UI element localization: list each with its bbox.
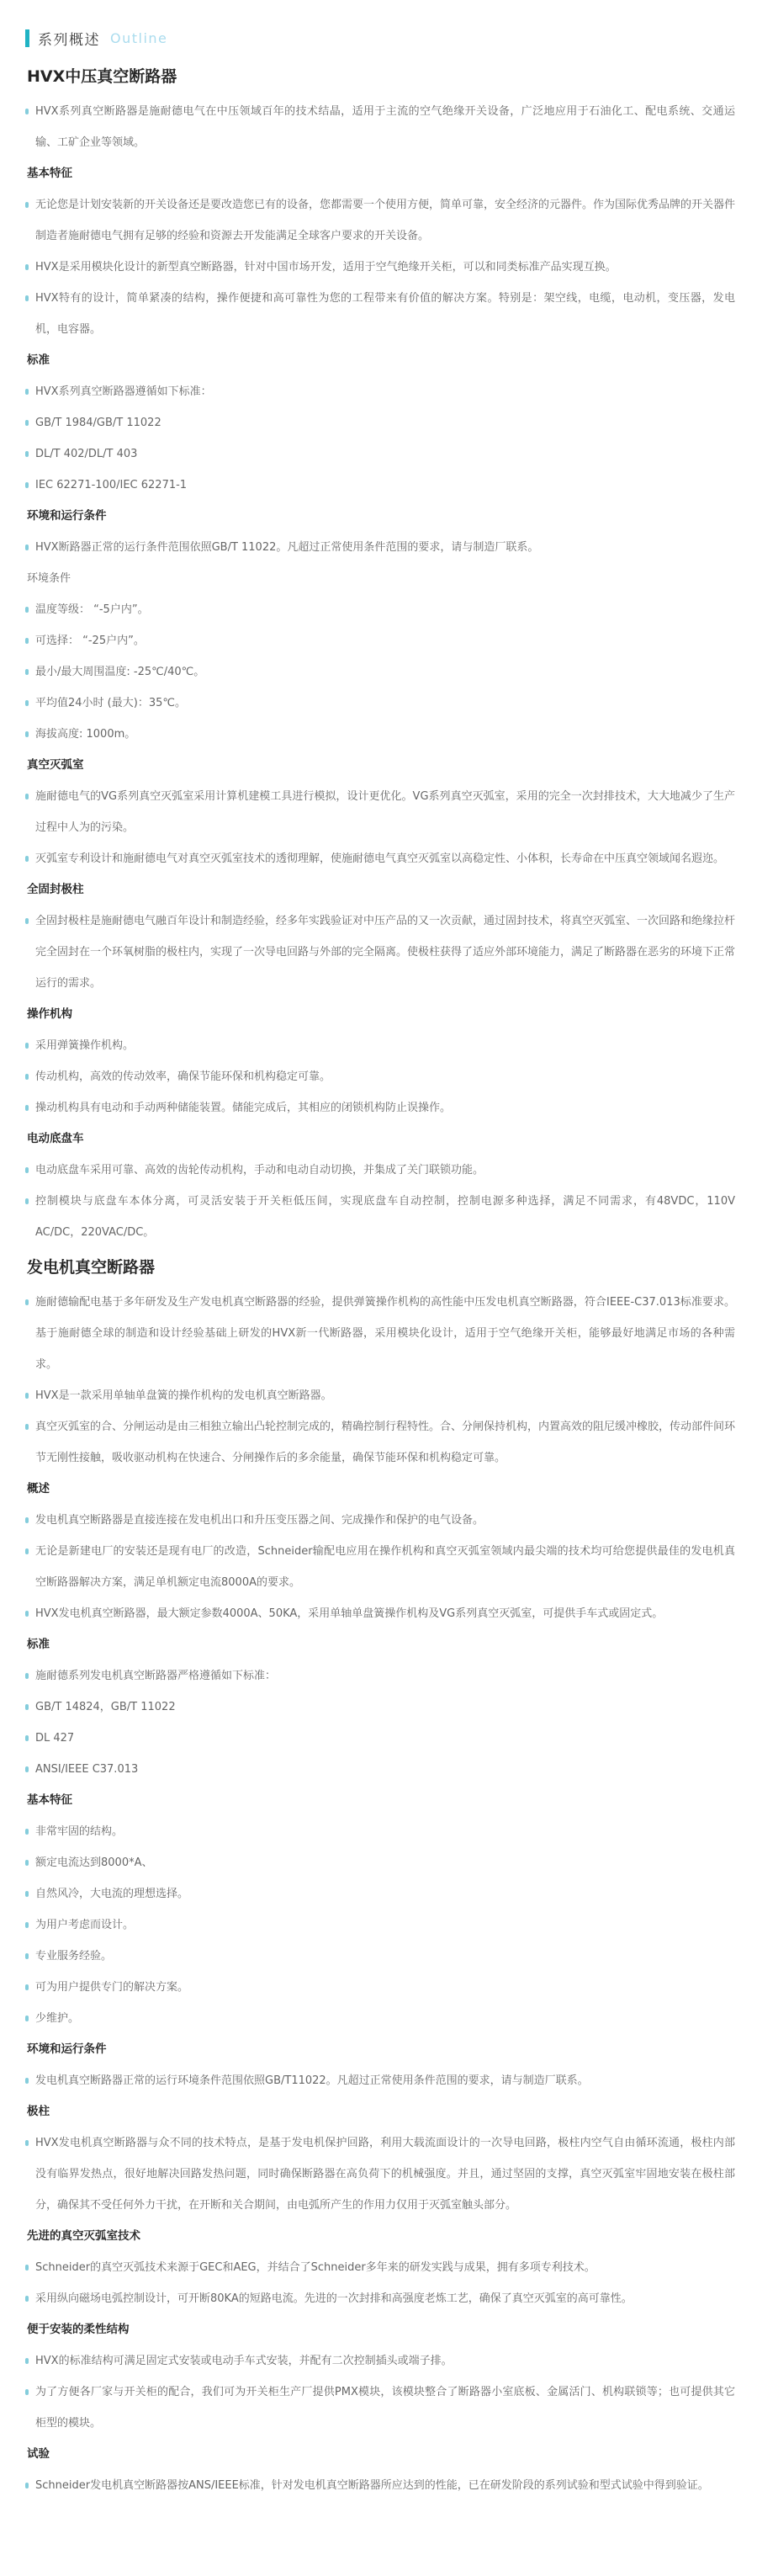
bullet-item [25, 1723, 735, 1754]
bullet-item [25, 1941, 735, 1972]
bullet-dot-icon [25, 1393, 29, 1399]
sub-heading: 电动底盘车 [27, 1132, 84, 1145]
bullet-dot-icon [25, 1704, 29, 1710]
bullet-dot-icon [25, 2265, 29, 2271]
bullet-text: HVX系列真空断路器遵循如下标准： [35, 385, 212, 398]
bullet-dot-icon [25, 794, 29, 799]
bullet-text: 无论是新建电厂的安装还是现有电厂的改造，Schneider输配电应用在操作机构和真空灭弧室领域内最尖端的技术均可给您提供最佳的发电机真空断路器解决方案，满足单机额定电流8000A的要求。 [35, 1545, 735, 1589]
sub-heading: 操作机构 [27, 1007, 72, 1021]
sub-heading: 基本特征 [27, 1793, 72, 1807]
bullet-text: HVX系列真空断路器是施耐德电气在中压领域百年的技术结晶，适用于主流的空气绝缘开关设备，广泛地应用于石油化工、配电系统、交通运输、工矿企业等领域。 [35, 105, 735, 149]
sub-heading: 标准 [27, 1638, 50, 1651]
bullet-item [25, 1847, 735, 1878]
bullet-text: 灭弧室专利设计和施耐德电气对真空灭弧室技术的透彻理解，使施耐德电气真空灭弧室以高稳定性、小体积，长寿命在中压真空领域闻名遐迩。 [35, 852, 725, 865]
sub-heading: 环境和运行条件 [27, 509, 107, 523]
bullet-dot-icon [25, 295, 29, 301]
bullet-item [25, 1155, 735, 1186]
bullet-item [25, 1092, 735, 1123]
document-content [25, 57, 735, 2501]
bullet-text: 施耐德输配电基于多年研发及生产发电机真空断路器的经验，提供弹簧操作机构的高性能中压发电机真空断路器，符合IEEE-C37.013标准要求。基于施耐德全球的制造和设计经验基础上研发的HVX新一代断路器，采用模块化设计，适用于空气绝缘开关柜，能够最好地满足市场的各种需求。 [35, 1296, 735, 1371]
bullet-dot-icon [25, 1299, 29, 1305]
bullet-text: 自然风冷，大电流的理想选择。 [35, 1888, 189, 1900]
bullet-text: 施耐德系列发电机真空断路器严格遵循如下标准： [35, 1670, 277, 1682]
bullet-dot-icon [25, 1167, 29, 1173]
bullet-dot-icon [25, 1198, 29, 1204]
bullet-dot-icon [25, 700, 29, 706]
sub-heading: 概述 [27, 1482, 50, 1495]
bullet-text: 控制模块与底盘车本体分离，可灵活安装于开关柜低压间，实现底盘车自动控制，控制电源多种选择，满足不同需求，有48VDC，110V AC/DC，220VAC/DC。 [35, 1195, 735, 1239]
bullet-text: Schneider的真空灭弧技术来源于GEC和AEG，并结合了Schneider多年来的研发实践与成果，拥有多项专利技术。 [35, 2261, 596, 2274]
bullet-text: 平均值24小时 (最大)：35℃。 [35, 697, 186, 709]
bullet-item [25, 438, 735, 470]
bullet-text: 温度等级： “-5户内”。 [35, 603, 149, 616]
bullet-text: ANSI/IEEE C37.013 [35, 1763, 139, 1776]
bullet-dot-icon [25, 1517, 29, 1523]
sub-heading: 基本特征 [27, 167, 72, 180]
bullet-dot-icon [25, 1673, 29, 1679]
bullet-text: 专业服务经验。 [35, 1950, 113, 1963]
sub-heading: 真空灭弧室 [27, 758, 84, 772]
bullet-item [25, 1186, 735, 1248]
bullet-text: 电动底盘车采用可靠、高效的齿轮传动机构，手动和电动自动切换，并集成了关门联锁功能。 [35, 1164, 484, 1176]
bullet-dot-icon [25, 1860, 29, 1866]
section-title-en: Outline [110, 29, 168, 46]
bullet-text: 最小/最大周围温度: -25℃/40℃。 [35, 666, 205, 678]
bullet-item [25, 532, 735, 563]
bullet-dot-icon [25, 1922, 29, 1928]
bullet-item [25, 96, 735, 158]
sub-heading: 标准 [27, 353, 50, 367]
bullet-text: 采用弹簧操作机构。 [35, 1039, 135, 1052]
bullet-dot-icon [25, 1953, 29, 1959]
bullet-item [25, 1380, 735, 1411]
bullet-dot-icon [25, 1548, 29, 1554]
bullet-dot-icon [25, 2296, 29, 2302]
bullet-item [25, 906, 735, 999]
plain-text: 环境条件 [27, 572, 71, 585]
bullet-dot-icon [25, 2389, 29, 2395]
bullet-text: Schneider发电机真空断路器按ANS/IEEE标准，针对发电机真空断路器所应达到的性能，已在研发阶段的系列试验和型式试验中得到验证。 [35, 2479, 709, 2492]
bullet-text: HVX特有的设计，简单紧凑的结构，操作便捷和高可靠性为您的工程带来有价值的解决方案。特别是：架空线，电缆，电动机，变压器，发电机，电容器。 [35, 292, 735, 336]
bullet-item [25, 1411, 735, 1474]
sub-heading: 试验 [27, 2447, 50, 2461]
bullet-dot-icon [25, 544, 29, 550]
bullet-dot-icon [25, 918, 29, 924]
bullet-item [25, 376, 735, 407]
bullet-item [25, 1598, 735, 1629]
bullet-item [25, 688, 735, 719]
bullet-item [25, 283, 735, 345]
bullet-dot-icon [25, 264, 29, 270]
sub-heading: 环境和运行条件 [27, 2042, 107, 2056]
bullet-dot-icon [25, 1766, 29, 1772]
bullet-item [25, 1816, 735, 1847]
bullet-text: 无论您是计划安装新的开关设备还是要改造您已有的设备，您都需要一个使用方便，简单可靠，安全经济的元器件。作为国际优秀品牌的开关器件制造者施耐德电气拥有足够的经验和资源去开发能满足全球客户要求的开关设备。 [35, 199, 736, 242]
bullet-dot-icon [25, 1829, 29, 1835]
bullet-text: 额定电流达到8000*A、 [35, 1856, 153, 1869]
bullet-text: 可选择： “-25户内”。 [35, 635, 145, 647]
sub-heading: 先进的真空灭弧室技术 [27, 2229, 140, 2243]
bullet-dot-icon [25, 856, 29, 862]
bullet-text: HVX发电机真空断路器，最大额定参数4000A、50KA，采用单轴单盘簧操作机构及VG系列真空灭弧室，可提供手车式或固定式。 [35, 1607, 664, 1620]
sub-heading: 全固封极柱 [27, 883, 84, 896]
bullet-dot-icon [25, 482, 29, 488]
bullet-dot-icon [25, 1891, 29, 1897]
bullet-item [25, 1505, 735, 1536]
bullet-dot-icon [25, 2078, 29, 2084]
bullet-text: 采用纵向磁场电弧控制设计，可开断80KA的短路电流。先进的一次封排和高强度老炼工艺，确保了真空灭弧室的高可靠性。 [35, 2292, 633, 2305]
bullet-text: HVX的标准结构可满足固定式安装或电动手车式安装，并配有二次控制插头或端子排。 [35, 2355, 453, 2367]
bullet-dot-icon [25, 1043, 29, 1049]
bullet-dot-icon [25, 451, 29, 457]
bullet-text: DL 427 [35, 1732, 75, 1745]
bullet-dot-icon [25, 607, 29, 613]
bullet-text: 非常牢固的结构。 [35, 1825, 124, 1838]
bullet-dot-icon [25, 1424, 29, 1430]
bullet-dot-icon [25, 1984, 29, 1990]
section-title-zh: 系列概述 [38, 31, 100, 49]
bullet-dot-icon [25, 109, 29, 114]
bullet-item [25, 2377, 735, 2439]
bullet-item [25, 1754, 735, 1785]
bullet-text: HVX发电机真空断路器与众不同的技术特点，是基于发电机保护回路，利用大载流面设计的一次导电回路，极柱内空气自由循环流通，极柱内部没有临界发热点，很好地解决回路发热问题，同时确保断路器在高负荷下的机械强度。并且，通过坚固的支撑，真空灭弧室牢固地安装在极柱部分，确保其不受任何外力干扰，在开断和关合期间，由电弧所产生的作用力仅用于灭弧室触头部分。 [35, 2137, 735, 2212]
bullet-text: 全固封极柱是施耐德电气融百年设计和制造经验，经多年实践验证对中压产品的又一次贡献，通过固封技术，将真空灭弧室、一次回路和绝缘拉杆完全固封在一个环氧树脂的极柱内，实现了一次导电回路与外部的完全隔离。使极柱获得了适应外部环境能力，满足了断路器在恶劣的环境下正常运行的需求。 [35, 915, 736, 990]
bullet-text: HVX断路器正常的运行条件范围依照GB/T 11022。凡超过正常使用条件范围的要求，请与制造厂联系。 [35, 541, 539, 554]
bullet-item [25, 1972, 735, 2003]
bullet-dot-icon [25, 2016, 29, 2021]
bullet-item [25, 1660, 735, 1692]
sub-heading: 极柱 [27, 2105, 50, 2118]
bullet-text: GB/T 14824，GB/T 11022 [35, 1701, 176, 1713]
bullet-item [25, 656, 735, 688]
bullet-item [25, 407, 735, 438]
bullet-dot-icon [25, 669, 29, 675]
bullet-dot-icon [25, 1611, 29, 1617]
bullet-dot-icon [25, 638, 29, 644]
bullet-text: 发电机真空断路器正常的运行环境条件范围依照GB/T11022。凡超过正常使用条件范围的要求，请与制造厂联系。 [35, 2074, 589, 2087]
bullet-item [25, 625, 735, 656]
bullet-text: 真空灭弧室的合、分闸运动是由三相独立输出凸轮控制完成的，精确控制行程特性。合、分闸保持机构，内置高效的阻尼缓冲橡胶，传动部件间环节无刚性接触，吸收驱动机构在快速合、分闸操作后的多余能量，确保节能环保和机构稳定可靠。 [35, 1421, 736, 1464]
bullet-text: DL/T 402/DL/T 403 [35, 448, 138, 460]
bullet-item [25, 470, 735, 501]
bullet-item [25, 2252, 735, 2283]
bullet-item [25, 1536, 735, 1598]
bullet-dot-icon [25, 202, 29, 208]
bullet-text: 为用户考虑而设计。 [35, 1919, 135, 1931]
bullet-item [25, 781, 735, 843]
bullet-item [25, 1030, 735, 1061]
bullet-text: 施耐德电气的VG系列真空灭弧室采用计算机建模工具进行模拟，设计更优化。VG系列真空灭弧室，采用的完全一次封排技术，大大地减少了生产过程中人为的污染。 [35, 790, 735, 834]
sub-heading: 便于安装的柔性结构 [27, 2323, 130, 2336]
bullet-item [25, 594, 735, 625]
bullet-dot-icon [25, 731, 29, 737]
bullet-item [25, 252, 735, 283]
bullet-item [25, 1878, 735, 1909]
bullet-text: IEC 62271-100/IEC 62271-1 [35, 479, 188, 491]
bullet-dot-icon [25, 1735, 29, 1741]
bullet-text: GB/T 1984/GB/T 11022 [35, 417, 161, 429]
bullet-item [25, 843, 735, 874]
bullet-text: 操动机构具有电动和手动两种储能装置。储能完成后，其相应的闭锁机构防止误操作。 [35, 1102, 452, 1114]
bullet-item [25, 2065, 735, 2096]
bullet-item [25, 719, 735, 750]
bullet-dot-icon [25, 389, 29, 395]
bullet-item [25, 1909, 735, 1941]
bullet-text: 可为用户提供专门的解决方案。 [35, 1981, 189, 1994]
bullet-text: 海拔高度: 1000m。 [35, 728, 136, 741]
bullet-dot-icon [25, 2358, 29, 2364]
bullet-dot-icon [25, 420, 29, 426]
bullet-item [25, 2470, 735, 2501]
bullet-item [25, 1287, 735, 1380]
bullet-dot-icon [25, 2140, 29, 2146]
section-accent-bar-icon [25, 29, 29, 47]
product-title: 发电机真空断路器 [27, 1258, 156, 1277]
bullet-dot-icon [25, 1074, 29, 1080]
bullet-text: 发电机真空断路器是直接连接在发电机出口和升压变压器之间、完成操作和保护的电气设备。 [35, 1514, 484, 1527]
bullet-item [25, 2127, 735, 2221]
bullet-item [25, 1061, 735, 1092]
bullet-item [25, 2345, 735, 2377]
bullet-text: HVX是一款采用单轴单盘簧的操作机构的发电机真空断路器。 [35, 1389, 332, 1402]
bullet-text: 少维护。 [35, 2012, 80, 2025]
bullet-item [25, 2283, 735, 2314]
bullet-item [25, 2003, 735, 2034]
bullet-text: 传动机构，高效的传动效率，确保节能环保和机构稳定可靠。 [35, 1070, 331, 1083]
bullet-dot-icon [25, 1105, 29, 1111]
bullet-dot-icon [25, 2483, 29, 2488]
product-title: HVX中压真空断路器 [27, 67, 177, 86]
bullet-item [25, 189, 735, 252]
bullet-text: 为了方便各厂家与开关柜的配合，我们可为开关柜生产厂提供PMX模块，该模块整合了断路器小室底板、金属活门、机构联锁等；也可提供其它柜型的模块。 [35, 2386, 735, 2430]
section-header [25, 25, 735, 50]
bullet-item [25, 1692, 735, 1723]
bullet-text: HVX是采用模块化设计的新型真空断路器，针对中国市场开发，适用于空气绝缘开关柜，可以和同类标准产品实现互换。 [35, 261, 617, 274]
